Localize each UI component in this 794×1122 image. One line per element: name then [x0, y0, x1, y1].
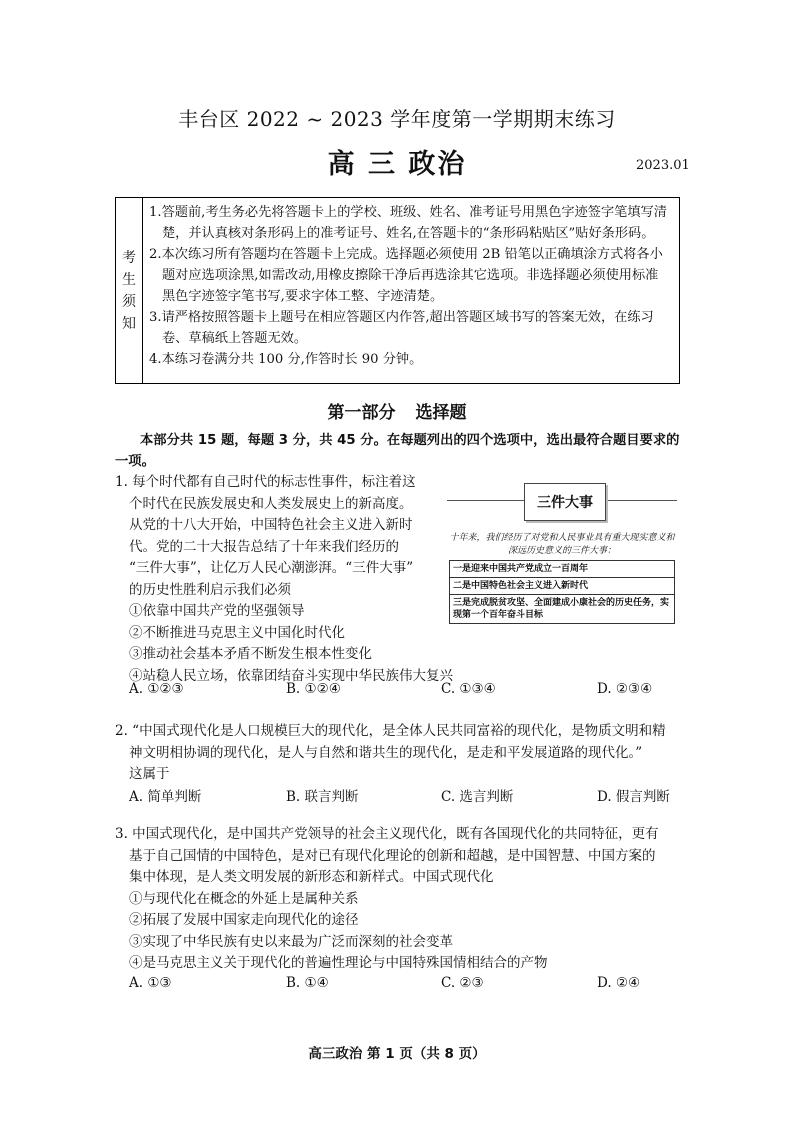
figure-cell: 二是中国特色社会主义进入新时代: [450, 578, 675, 595]
notice-heading-char: 生: [122, 271, 136, 288]
notice-body: [149, 202, 671, 370]
notice-heading-char: 考: [122, 249, 136, 266]
statement: ③推动社会基本矛盾不断发生根本性变化: [129, 646, 372, 662]
statement: ①与现代化在概念的外延上是属种关系: [129, 890, 359, 907]
notice-heading-char: 须: [122, 293, 136, 310]
option-b: B. ①②④: [286, 681, 341, 697]
stem-line: 代。党的二十大报告总结了十年来我们经历的: [129, 538, 399, 555]
stem-line: 3. 中国式现代化，是中国共产党领导的社会主义现代化，既有各国现代化的共同特征，更有: [115, 826, 659, 842]
option-d: D. 假言判断: [597, 789, 670, 805]
stem-line: 个时代在民族发展史和人类发展史上的新高度。: [129, 495, 413, 512]
stem-line: “三件大事”，让亿万人民心潮澎湃。“三件大事”: [129, 560, 414, 576]
option-d: D. ②③④: [597, 681, 653, 697]
question-2-stem: [115, 721, 680, 786]
stem-line: 1. 每个时代都有自己时代的标志性事件，标注着这: [115, 474, 416, 490]
figure-cell: 一是迎来中国共产党成立一百周年: [450, 561, 675, 578]
option-a: A. 简单判断: [129, 789, 202, 805]
exam-subject: 高 三 政治: [327, 149, 467, 180]
statement: ③实现了中华民族有史以来最为广泛而深刻的社会变革: [129, 933, 453, 950]
option-c: C. ②③: [441, 975, 484, 991]
question-3-stem: [115, 824, 680, 975]
stem-line: 基于自己国情的中国特色，是对已有现代化理论的创新和超越，是中国智慧、中国方案的: [129, 847, 656, 864]
notice-item: 3.请严格按照答题卡上题号在相应答题区内作答,超出答题区域书写的答案无效，在练习卷、草稿纸上答题无效。: [149, 310, 654, 346]
figure-caption: 十年来，我们经历了对党和人民事业具有重大现实意义和深远历史意义的三件大事：: [449, 533, 675, 556]
option-b: B. ①④: [286, 975, 329, 991]
notice-heading: [116, 198, 143, 383]
exam-title: 丰台区 2022 ~ 2023 学年度第一学期期末练习: [178, 107, 616, 131]
statement: ①依靠中国共产党的坚强领导: [129, 603, 305, 619]
option-a: A. ①③: [129, 975, 172, 991]
option-d: D. ②④: [597, 975, 641, 991]
question-1-stem: [115, 472, 453, 687]
statement: ④是马克思主义关于现代化的普遍性理论与中国特殊国情相结合的产物: [129, 955, 548, 971]
three-major-events-figure: [447, 478, 677, 628]
figure-row: [450, 578, 675, 595]
statement: ②不断推进马克思主义中国化时代化: [129, 624, 345, 641]
option-c: C. ①③④: [441, 681, 496, 697]
stem-line: 集中体现，是人类文明发展的新形态和新样式。中国式现代化: [129, 869, 494, 885]
stem-line: 这属于: [129, 766, 170, 782]
option-b: B. 联言判断: [286, 789, 359, 805]
figure-cell: 三是完成脱贫攻坚、全面建成小康社会的历史任务，实现第一个百年奋斗目标: [450, 595, 675, 624]
figure-table: [449, 560, 675, 624]
section-title: 第一部分 选择题: [327, 403, 467, 423]
exam-date: 2023.01: [636, 158, 690, 173]
notice-item: 1.答题前,考生务必先将答题卡上的学校、班级、姓名、准考证号用黑色字迹签字笔填写清楚，并认真核对条形码上的准考证号、姓名,在答题卡的“条形码粘贴区”贴好条形码。: [149, 205, 667, 241]
notice-item: 4.本练习卷满分共 100 分,作答时长 90 分钟。: [149, 352, 423, 367]
stem-line: 2. “中国式现代化是人口规模巨大的现代化，是全体人民共同富裕的现代化，是物质文明和精: [115, 723, 666, 739]
figure-banner: 三件大事: [524, 483, 606, 521]
statement: ②拓展了发展中国家走向现代化的途径: [129, 912, 359, 928]
stem-line: 从党的十八大开始，中国特色社会主义进入新时: [129, 517, 413, 533]
stem-line: 神文明相协调的现代化，是人与自然和谐共生的现代化，是走和平发展道路的现代化。”: [129, 744, 643, 761]
section-intro: 本部分共 15 题，每题 3 分，共 45 分。在每题列出的四个选项中，选出最符合题目要求的一项。: [115, 433, 680, 469]
notice-heading-char: 知: [122, 315, 136, 332]
statement: ④站稳人民立场，依靠团结奋斗实现中华民族伟大复兴: [129, 667, 453, 684]
figure-row: [450, 561, 675, 578]
page-footer: 高三政治 第 1 页（共 8 页）: [308, 1046, 486, 1062]
option-a: A. ①②③: [129, 681, 184, 697]
exam-notice-box: [115, 197, 680, 384]
figure-row: [450, 595, 675, 624]
notice-item: 2.本次练习所有答题均在答题卡上完成。选择题必须使用 2B 铅笔以正确填涂方式将各小题对应选项涂黑,如需改动,用橡皮擦除干净后再选涂其它选项。非选择题必须使用标准黑色字迹签字笔书写,要求字体工整、字迹清楚。: [149, 247, 663, 304]
option-c: C. 选言判断: [441, 789, 514, 805]
stem-line: 的历史性胜利启示我们必须: [129, 581, 291, 598]
